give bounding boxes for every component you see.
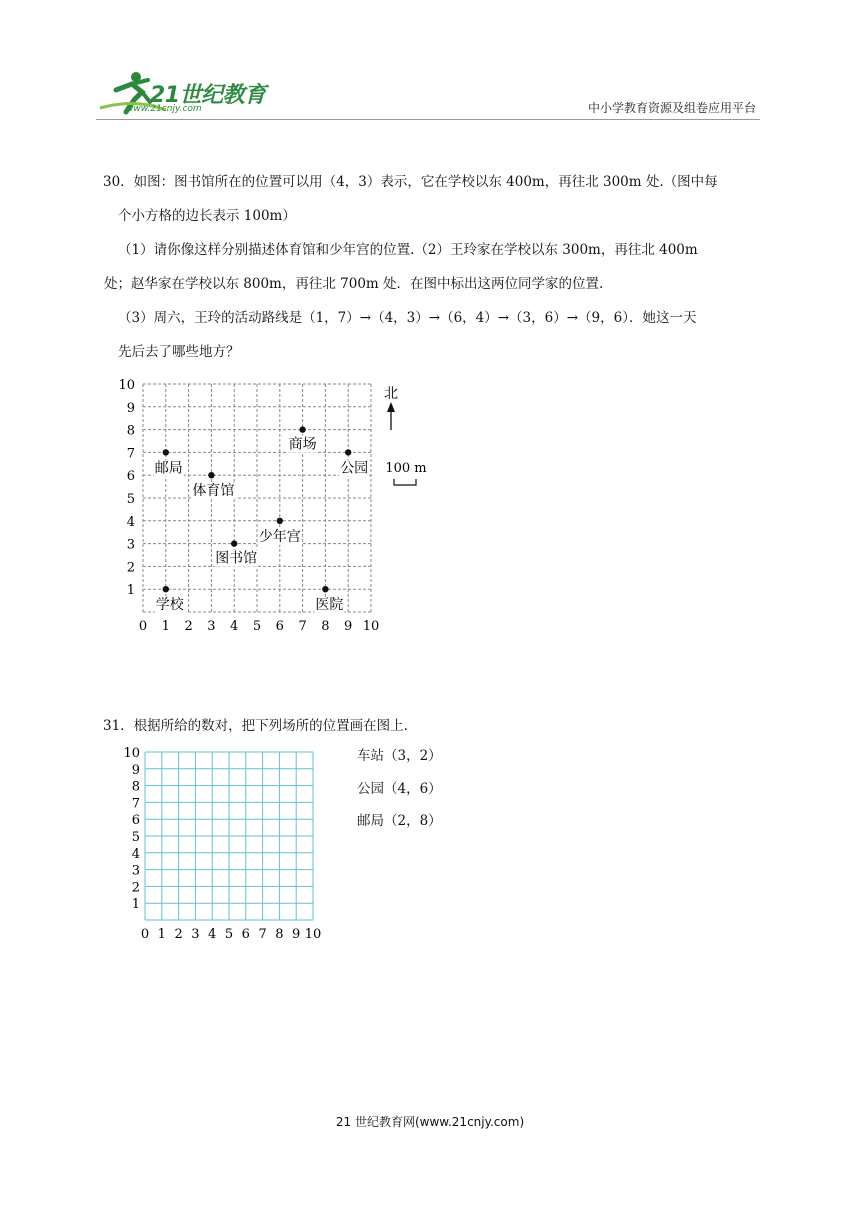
y-tick-label: 1 <box>126 583 135 599</box>
place-point <box>345 449 351 455</box>
north-label: 北 <box>384 386 398 402</box>
y-tick-label: 2 <box>126 560 135 576</box>
footer-text: 21 世纪教育网(www.21cnjy.com) <box>335 1115 525 1129</box>
place-label: 图书馆 <box>215 550 258 567</box>
header-divider <box>96 119 760 120</box>
q31-grid <box>110 740 340 946</box>
place-point <box>231 540 237 546</box>
y-tick-label: 9 <box>126 400 135 416</box>
x-tick-label: 4 <box>208 927 217 942</box>
scale-label: 100 m <box>385 461 427 476</box>
logo-text: 21世纪教育 <box>150 83 266 108</box>
place-label: 体育馆 <box>192 483 235 500</box>
place-label: 学校 <box>155 597 184 614</box>
x-tick-label: 0 <box>138 619 148 634</box>
y-tick-label: 3 <box>126 537 135 553</box>
place-point <box>208 472 214 478</box>
place-point <box>163 586 169 592</box>
x-tick-label: 8 <box>275 927 284 942</box>
x-tick-label: 10 <box>362 619 380 634</box>
y-tick-label: 6 <box>131 813 140 829</box>
y-tick-label: 1 <box>131 897 140 913</box>
x-tick-label: 6 <box>241 927 250 942</box>
x-tick-label: 1 <box>161 619 170 634</box>
place-point <box>277 518 283 524</box>
north-arrow-icon <box>387 402 395 412</box>
x-tick-label: 9 <box>292 927 301 942</box>
y-tick-label: 5 <box>131 830 140 845</box>
place-label: 商场 <box>288 436 317 453</box>
place-label: 公园 <box>340 460 369 477</box>
y-tick-label: 10 <box>123 746 140 761</box>
x-tick-label: 5 <box>224 927 234 942</box>
y-tick-label: 9 <box>131 762 140 778</box>
y-tick-label: 7 <box>131 796 140 812</box>
y-tick-label: 10 <box>118 378 135 393</box>
x-tick-label: 2 <box>184 619 193 634</box>
q30-map <box>100 372 430 642</box>
y-tick-label: 3 <box>131 863 140 879</box>
q30-line-3: （1）请你像这样分别描述体育馆和少年宫的位置.（2）王玲家在学校以东 300m，再往北 400m <box>118 242 698 258</box>
y-tick-label: 8 <box>126 423 135 439</box>
y-tick-label: 4 <box>126 514 135 530</box>
y-tick-label: 6 <box>126 469 135 485</box>
x-tick-label: 10 <box>304 927 322 942</box>
q31-item-park: 公园（4，6） <box>357 781 442 797</box>
place-point <box>322 586 328 592</box>
q31-prompt: 31．根据所给的数对，把下列场所的位置画在图上. <box>103 718 408 734</box>
x-tick-label: 6 <box>275 619 284 634</box>
x-tick-label: 3 <box>207 619 216 634</box>
place-point <box>299 426 305 432</box>
q30-line-5: （3）周六，王玲的活动路线是（1，7）→（4，3）→（6，4）→（3，6）→（9，6）．她这一天 <box>118 310 697 326</box>
y-tick-label: 7 <box>126 446 135 462</box>
place-label: 医院 <box>315 597 344 614</box>
platform-name: 中小学教育资源及组卷应用平台 <box>587 101 756 115</box>
x-tick-label: 4 <box>230 619 239 634</box>
place-label: 少年宫 <box>258 528 301 545</box>
q30-line-2: 个小方格的边长表示 100m） <box>118 208 296 224</box>
y-tick-label: 2 <box>131 880 140 896</box>
x-tick-label: 7 <box>298 619 307 634</box>
x-tick-label: 3 <box>191 927 200 942</box>
place-label: 邮局 <box>154 460 183 477</box>
x-tick-label: 0 <box>140 927 150 942</box>
y-tick-label: 4 <box>131 846 140 862</box>
scale-bar-icon <box>394 479 416 485</box>
x-tick-label: 9 <box>344 619 353 634</box>
x-tick-label: 5 <box>252 619 262 634</box>
x-tick-label: 1 <box>157 927 166 942</box>
q30-line-4: 处；赵华家在学校以东 800m，再往北 700m 处．在图中标出这两位同学家的位置. <box>104 276 604 292</box>
q30-line-1: 30．如图：图书馆所在的位置可以用（4，3）表示，它在学校以东 400m，再往北 300m 处.（图中每 <box>103 174 718 190</box>
y-tick-label: 8 <box>131 779 140 795</box>
q30-line-6: 先后去了哪些地方？ <box>118 344 240 360</box>
x-tick-label: 2 <box>174 927 183 942</box>
logo-url: www.21cnjy.com <box>126 104 202 114</box>
x-tick-label: 8 <box>321 619 330 634</box>
place-point <box>163 449 169 455</box>
x-tick-label: 7 <box>258 927 267 942</box>
q31-item-station: 车站（3，2） <box>357 748 442 764</box>
q31-item-post-office: 邮局（2，8） <box>357 813 442 829</box>
y-tick-label: 5 <box>126 492 135 507</box>
